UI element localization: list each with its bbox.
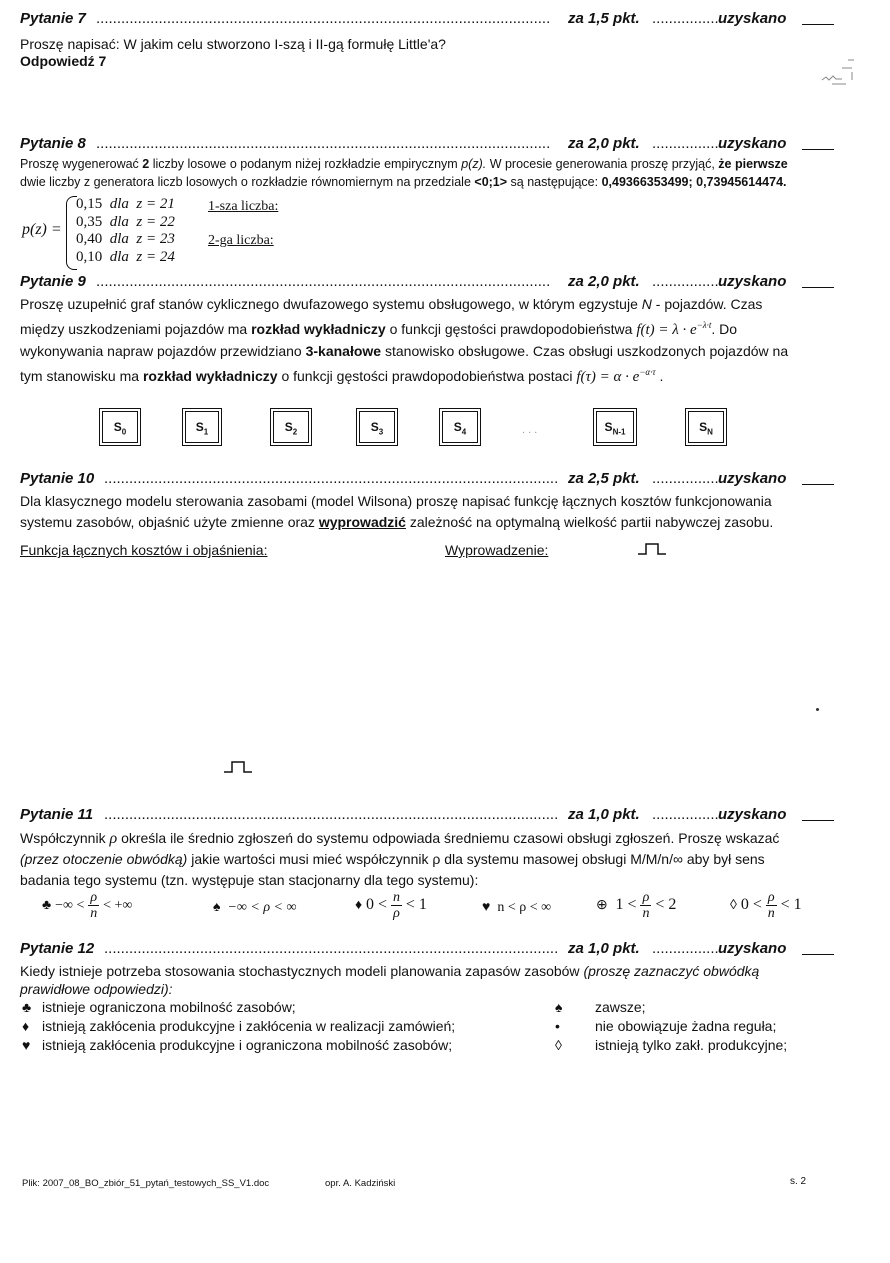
q10-scan-mark2-icon — [224, 760, 254, 779]
q12-dots2: ................... — [652, 940, 732, 957]
state-s0[interactable]: $S_0$ — [102, 411, 138, 443]
q7-header — [20, 10, 835, 30]
q10-right-label: Wyprowadzenie: — [445, 542, 549, 558]
q8-score-blank[interactable] — [802, 149, 834, 150]
q8-text-e: że pierwsze — [718, 157, 788, 171]
q7-points: za 1,5 pkt. — [568, 10, 640, 27]
q11-option-6[interactable]: ◊ 0 < $\frac{\rho}{n}$ < 1 — [730, 890, 802, 921]
q11-score-blank[interactable] — [802, 820, 834, 821]
q7-score-blank[interactable] — [802, 24, 834, 25]
scan-noise-icon — [808, 58, 858, 90]
state-sn-1[interactable]: $S_{N-1}$ — [596, 411, 634, 443]
q9-dots: ............................................................................................................. — [96, 273, 551, 290]
q8-text-interval: <0;1> — [474, 175, 508, 189]
q8-dots: ............................................................................................................. — [96, 135, 551, 152]
q9-obtained: uzyskano — [718, 273, 787, 290]
q10-dots2: ................... — [652, 470, 732, 487]
q12-points: za 1,0 pkt. — [568, 940, 640, 957]
q9-title: Pytanie 9 — [20, 273, 86, 290]
q9-header — [20, 273, 835, 293]
q12-dots: ............................................................................................................. — [104, 940, 559, 957]
q11-header — [20, 806, 835, 826]
q10-question: Dla klasycznego modelu sterowania zasobami (model Wilsona) proszę napisać funkcję łącznych kosztów funkcjonowania systemu zasobów, objaśnić użyte zmienne oraz wyprowadzić zależność na optymalną wielkość partii nabywczej zasobu. — [20, 493, 774, 530]
q11-option-4[interactable]: ♥ n < ρ < ∞ — [482, 900, 552, 915]
q11-obtained: uzyskano — [718, 806, 787, 823]
q11-option-1[interactable]: ♣ −∞ < $\frac{\rho}{n}$ < +∞ — [42, 890, 133, 921]
q8-text-c: liczby losowe o podanym niżej rozkładzie empirycznym — [152, 157, 458, 171]
q8-pz-label: p(z) = — [22, 221, 62, 238]
q11-option-3[interactable]: ♦ 0 < $\frac{n}{\rho}$ < 1 — [355, 890, 427, 921]
q8-row-2: 0,40 dla z = 23 — [76, 231, 175, 247]
q12-option-right-2[interactable]: • nie obowiązuje żadna reguła; — [555, 1018, 777, 1034]
q7-dots2: ................... — [652, 10, 732, 27]
q7-obtained: uzyskano — [718, 10, 787, 27]
q8-text-d: W procesie generowania proszę przyjąć, — [489, 157, 715, 171]
footer-author: opr. A. Kadziński — [325, 1178, 396, 1189]
q12-question: Kiedy istnieje potrzeba stosowania stochastycznych modeli planowania zapasów zasobów (proszę zaznaczyć obwódką prawidłowe odpowiedzi): — [20, 963, 760, 997]
q12-option-right-3[interactable]: ◊ istnieją tylko zakł. produkcyjne; — [555, 1037, 788, 1053]
q12-option-left-3[interactable]: ♥ istnieją zakłócenia produkcyjne i ograniczona mobilność zasobów; — [22, 1037, 453, 1053]
q8-row-1: 0,35 dla z = 22 — [76, 214, 175, 230]
q11-dots: ............................................................................................................. — [104, 806, 559, 823]
q12-score-blank[interactable] — [802, 954, 834, 955]
q8-dots2: ................... — [652, 135, 732, 152]
q9-score-blank[interactable] — [802, 287, 834, 288]
q8-obtained: uzyskano — [718, 135, 787, 152]
q7-dots: ............................................................................................................. — [96, 10, 551, 27]
state-s3[interactable]: $S_3$ — [359, 411, 395, 443]
q12-option-left-1[interactable]: ♣ istnieje ograniczona mobilność zasobów; — [22, 999, 296, 1015]
scan-dot — [816, 708, 819, 711]
q8-first-number-label: 1-sza liczba: — [208, 199, 279, 214]
q8-title: Pytanie 8 — [20, 135, 86, 152]
q9-question: Proszę uzupełnić graf stanów cyklicznego dwufazowego systemu obsługowego, w którym egzystuje N - pojazdów. Czas między uszkodzeniami pojazdów ma rozkład wykładniczy o funkcji gęstości prawdopodobieństwa $f(t) = \lambda \cdot e^{-\lambda\cdot t}$. Do wykonywania napraw pojazdów przewidziano 3-kanałowe stanowisko obsługowe. Czas obsługi uszkodzonych pojazdów na tym stanowisku ma rozkład wykładniczy o funkcji gęstości prawdopodobieństwa postaci $f(\tau) = \alpha \cdot e^{-\alpha\cdot\tau}$ . — [20, 296, 789, 385]
state-s1[interactable]: $S_1$ — [185, 411, 219, 443]
q7-answer-area[interactable] — [20, 72, 850, 132]
q10-points: za 2,5 pkt. — [568, 470, 640, 487]
q8-text-g: są następujące: — [510, 175, 599, 189]
q10-score-blank[interactable] — [802, 484, 834, 485]
q8-text-b: 2 — [142, 157, 150, 171]
q8-points: za 2,0 pkt. — [568, 135, 640, 152]
q11-title: Pytanie 11 — [20, 806, 94, 823]
q8-second-number-label: 2-ga liczba: — [208, 233, 274, 248]
q10-title: Pytanie 10 — [20, 470, 95, 487]
q10-header — [20, 470, 835, 490]
q10-left-label: Funkcja łącznych kosztów i objaśnienia: — [20, 542, 268, 558]
q8-text-a: Proszę wygenerować — [20, 157, 139, 171]
q7-title: Pytanie 7 — [20, 10, 86, 27]
q12-header — [20, 940, 835, 960]
q12-title: Pytanie 12 — [20, 940, 95, 957]
state-s2[interactable]: $S_2$ — [273, 411, 309, 443]
q9-dots2: ................... — [652, 273, 732, 290]
state-sn[interactable]: $S_N$ — [688, 411, 724, 443]
q10-dots: ............................................................................................................. — [104, 470, 559, 487]
q10-obtained: uzyskano — [718, 470, 787, 487]
q10-scan-mark-icon — [638, 542, 668, 561]
q11-dots2: ................... — [652, 806, 732, 823]
footer-page: s. 2 — [790, 1176, 807, 1187]
q12-option-left-2[interactable]: ♦ istnieją zakłócenia produkcyjne i zakłócenia w realizacji zamówień; — [22, 1018, 456, 1034]
state-s4[interactable]: $S_4$ — [442, 411, 478, 443]
q8-text-nums: 0,49366353499; 0,73945614474. — [601, 175, 787, 189]
q8-header — [20, 135, 835, 155]
q8-text-pz: p(z). — [461, 157, 487, 171]
q11-option-2[interactable]: ♠ −∞ < ρ < ∞ — [213, 900, 297, 915]
q8-row-0: 0,15 dla z = 21 — [76, 196, 175, 212]
q8-question — [20, 155, 850, 191]
q10-derivation-area[interactable] — [445, 565, 845, 795]
q11-question: Współczynnik ρ określa ile średnio zgłoszeń do systemu odpowiada średniemu czasowi obsługi zgłoszeń. Proszę wskazać (przez otoczenie obwódką) jakie wartości musi mieć współczynnik ρ dla systemu masowej obsługi M/M/n/∞ aby był sens badania tego systemu (tzn. występuje stan stacjonarny dla tego systemu): — [20, 830, 780, 888]
q11-points: za 1,0 pkt. — [568, 806, 640, 823]
q8-text-f: dwie liczby z generatora liczb losowych o rozkładzie równomiernym na przedziale — [20, 175, 471, 189]
q12-obtained: uzyskano — [718, 940, 787, 957]
state-ellipsis: . . . — [522, 424, 538, 436]
footer-file: Plik: 2007_08_BO_zbiór_51_pytań_testowych_SS_V1.doc — [22, 1178, 270, 1189]
q8-row-3: 0,10 dla z = 24 — [76, 249, 175, 265]
q11-option-5[interactable]: ⊕ 1 < $\frac{\rho}{n}$ < 2 — [596, 890, 677, 921]
q12-option-right-1[interactable]: ♠ zawsze; — [555, 999, 646, 1015]
q9-points: za 2,0 pkt. — [568, 273, 640, 290]
q7-question: Proszę napisać: W jakim celu stworzono I-szą i II-gą formułę Little'a? — [20, 36, 446, 52]
q7-answer-label: Odpowiedź 7 — [20, 53, 107, 69]
